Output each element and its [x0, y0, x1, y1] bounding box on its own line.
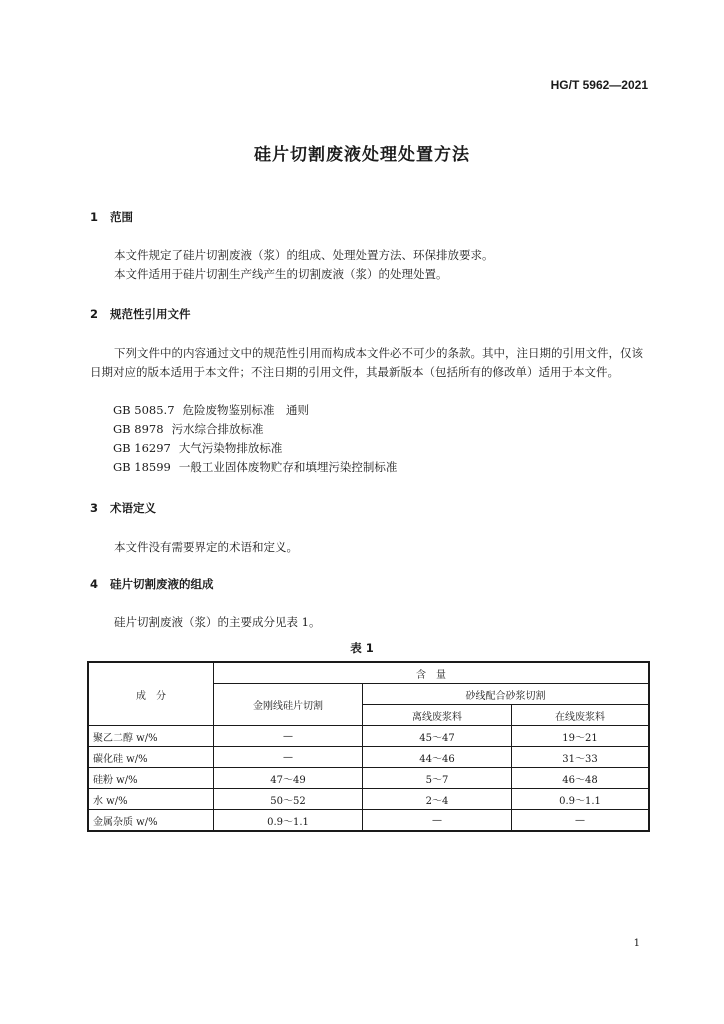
reference-name: 危险废物鉴别标准 通则 — [182, 403, 310, 417]
header-content: 含 量 — [214, 662, 650, 684]
cell-diamond: — — [214, 726, 363, 747]
cell-offline: 45～47 — [363, 726, 512, 747]
row-label: 水 w/% — [88, 789, 214, 810]
cell-offline: 44～46 — [363, 747, 512, 768]
document-title: 硅片切割废液处理处置方法 — [254, 145, 470, 165]
cell-diamond: 47～49 — [214, 768, 363, 789]
reference-item — [113, 458, 397, 477]
cell-diamond: 50～52 — [214, 789, 363, 810]
table-row — [88, 789, 649, 810]
header-component: 成 分 — [88, 662, 214, 726]
header-diamond-wire: 金刚线硅片切割 — [214, 684, 363, 726]
table-caption: 表 1 — [350, 641, 374, 655]
cell-online: 0.9～1.1 — [512, 789, 650, 810]
cell-online: 19～21 — [512, 726, 650, 747]
section-number: 2 — [90, 307, 99, 321]
reference-name: 一般工业固体废物贮存和填埋污染控制标准 — [178, 460, 398, 474]
page-number: 1 — [633, 938, 640, 949]
header-online-slurry: 在线废浆料 — [512, 705, 650, 726]
reference-item — [113, 439, 282, 458]
section-heading-scope — [90, 209, 133, 225]
section-number: 1 — [90, 210, 99, 224]
section-title: 硅片切割废液的组成 — [110, 577, 214, 591]
paragraph: 本文件规定了硅片切割废液（浆）的组成、处理处置方法、环保排放要求。 — [114, 248, 494, 262]
reference-name: 污水综合排放标准 — [171, 422, 264, 436]
row-label: 硅粉 w/% — [88, 768, 214, 789]
table-row — [88, 768, 649, 789]
section-heading-composition — [90, 576, 214, 592]
reference-name: 大气污染物排放标准 — [178, 441, 283, 455]
header-offline-slurry: 离线废浆料 — [363, 705, 512, 726]
reference-code: GB 16297 — [113, 441, 171, 455]
paragraph: 下列文件中的内容通过文中的规范性引用而构成本文件必不可少的条款。其中，注日期的引用文件，仅该日期对应的版本适用于本文件；不注日期的引用文件，其最新版本（包括所有的修改单）适用于本文件。 — [90, 346, 643, 379]
paragraph: 本文件适用于硅片切割生产线产生的切割废液（浆）的处理处置。 — [114, 267, 448, 281]
paragraph: 本文件没有需要界定的术语和定义。 — [114, 540, 298, 554]
reference-code: GB 8978 — [113, 422, 164, 436]
reference-code: GB 5085.7 — [113, 403, 175, 417]
cell-diamond: 0.9～1.1 — [214, 810, 363, 832]
section-title: 规范性引用文件 — [110, 307, 191, 321]
composition-table — [87, 661, 650, 832]
paragraph: 硅片切割废液（浆）的主要成分见表 1。 — [114, 615, 321, 629]
table-row — [88, 747, 649, 768]
cell-online: 46～48 — [512, 768, 650, 789]
table-row — [88, 726, 649, 747]
reference-item — [113, 420, 264, 439]
section-number: 3 — [90, 501, 99, 515]
standard-code: HG/T 5962—2021 — [550, 78, 648, 92]
row-label: 聚乙二醇 w/% — [88, 726, 214, 747]
cell-online: 31～33 — [512, 747, 650, 768]
section-title: 术语定义 — [110, 501, 156, 515]
cell-online: — — [512, 810, 650, 832]
cell-offline: 5～7 — [363, 768, 512, 789]
cell-offline: 2～4 — [363, 789, 512, 810]
section-title: 范围 — [110, 210, 133, 224]
cell-offline: — — [363, 810, 512, 832]
section-heading-normative-references — [90, 306, 191, 322]
cell-diamond: — — [214, 747, 363, 768]
header-sand-wire: 砂线配合砂浆切割 — [363, 684, 650, 705]
reference-code: GB 18599 — [113, 460, 171, 474]
section-number: 4 — [90, 577, 99, 591]
row-label: 金属杂质 w/% — [88, 810, 214, 832]
row-label: 碳化硅 w/% — [88, 747, 214, 768]
table-row — [88, 810, 649, 832]
section-heading-terms — [90, 500, 156, 516]
reference-item — [113, 401, 309, 420]
